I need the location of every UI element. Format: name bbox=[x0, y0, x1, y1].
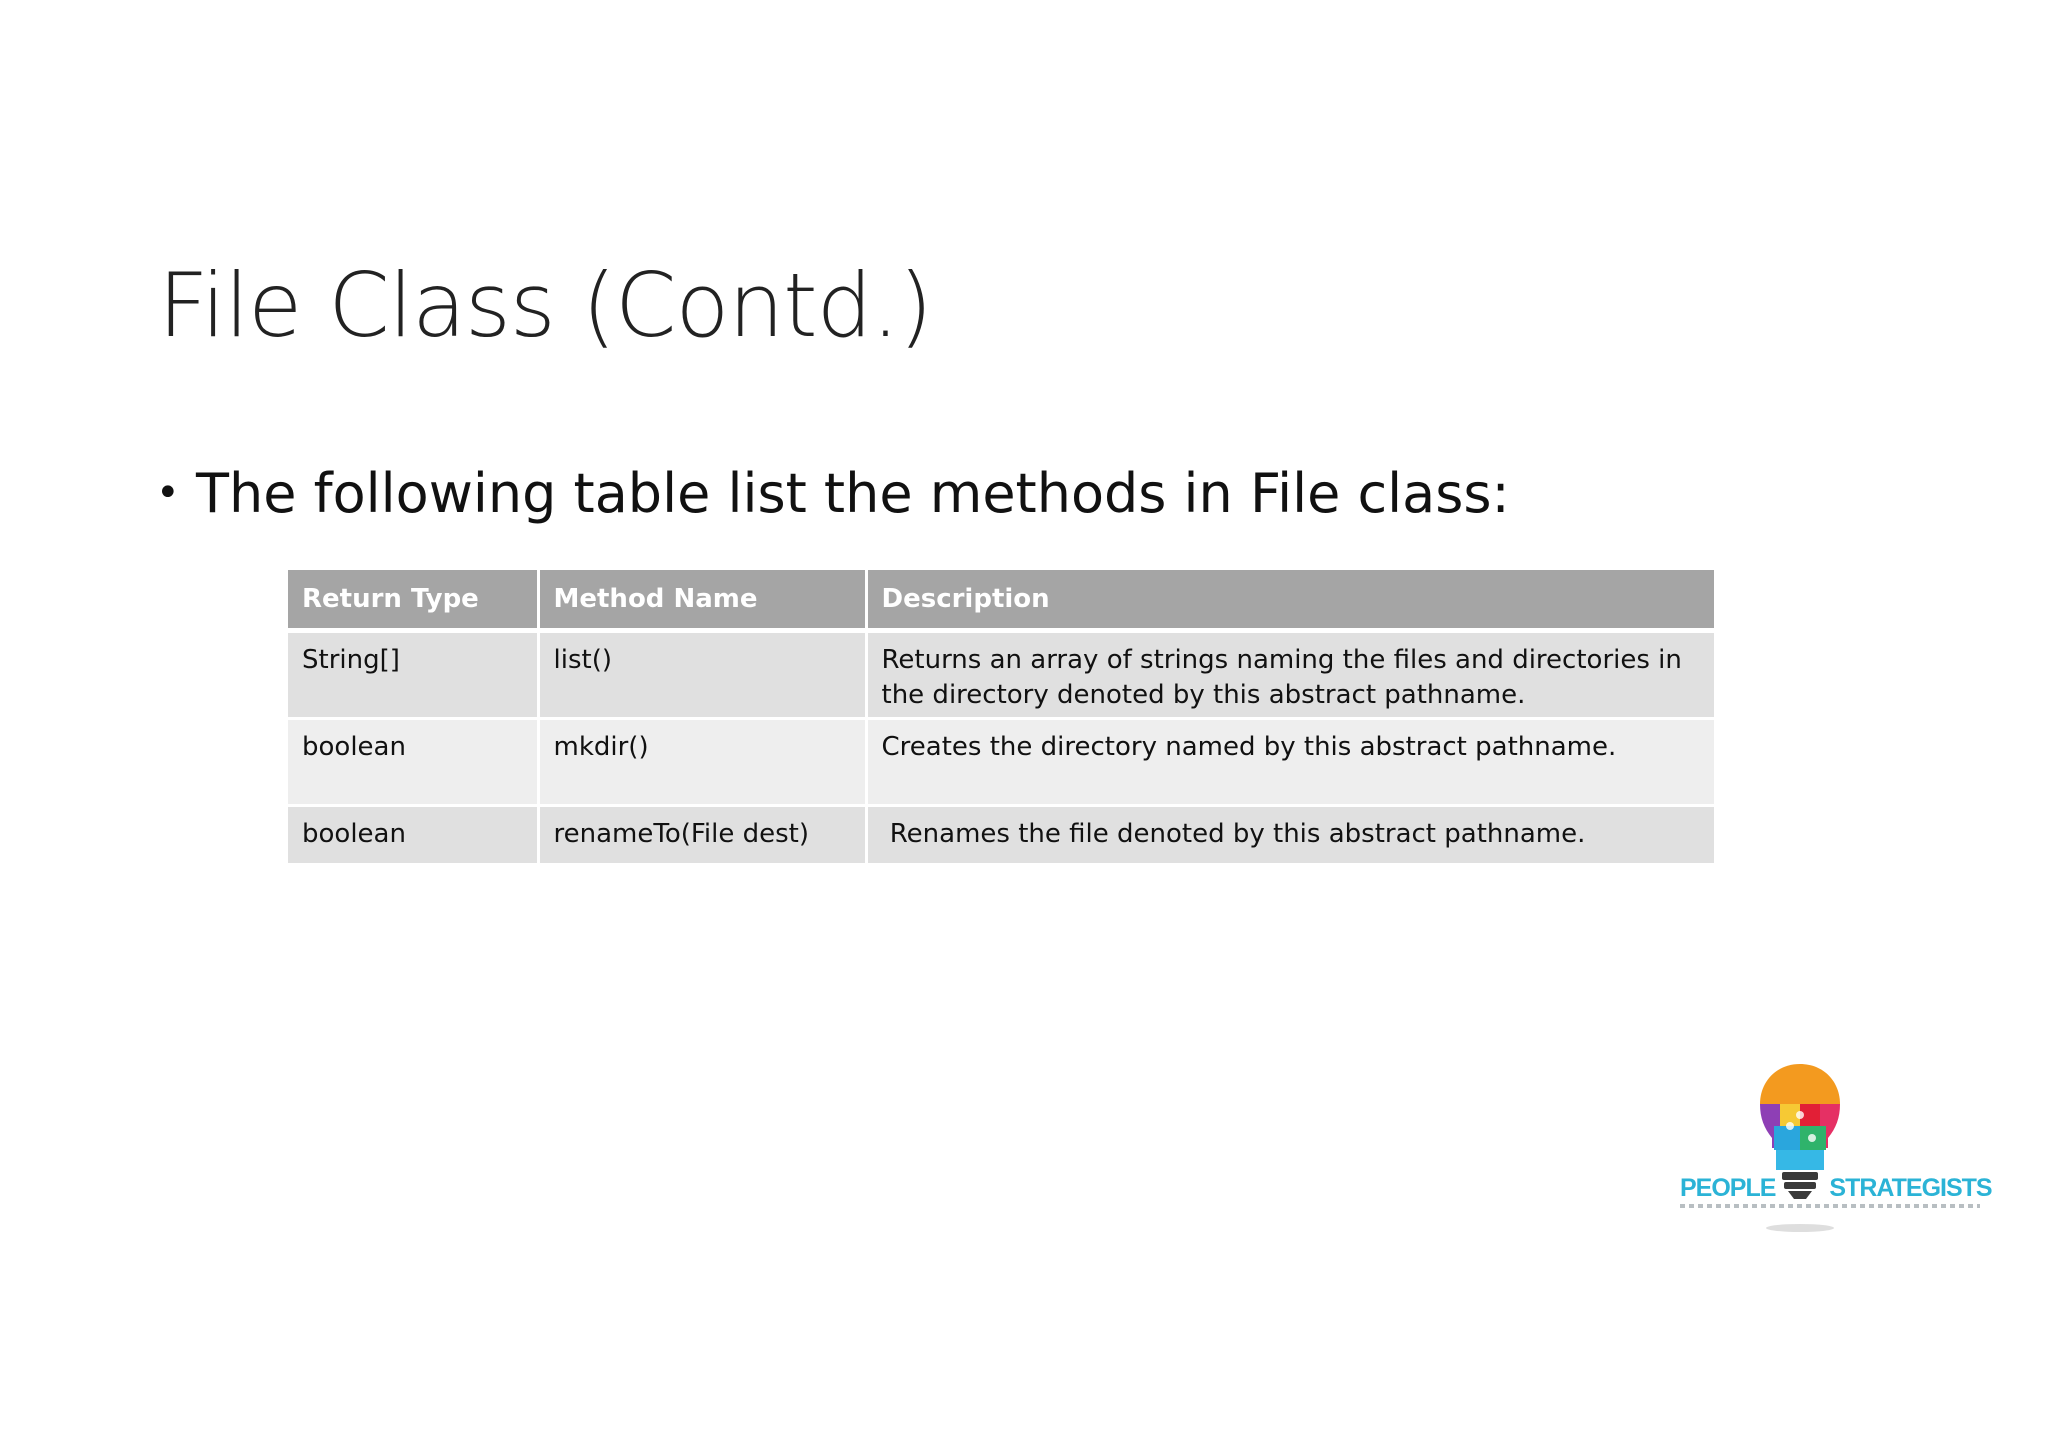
logo-word-people: PEOPLE bbox=[1680, 1174, 1776, 1202]
header-description: Description bbox=[866, 570, 1714, 631]
cell-method-name: renameTo(File dest) bbox=[538, 806, 866, 865]
table-row bbox=[288, 806, 1714, 865]
bullet-marker: • bbox=[156, 470, 180, 516]
company-logo bbox=[1672, 1056, 1992, 1236]
cell-description: Returns an array of strings naming the files and directories in the directory denoted by this abstract pathname. bbox=[866, 631, 1714, 719]
cell-description: Creates the directory named by this abstract pathname. bbox=[866, 719, 1714, 806]
cell-return-type: boolean bbox=[288, 719, 538, 806]
bullet-text: The following table list the methods in File class: bbox=[196, 462, 1510, 525]
header-method-name: Method Name bbox=[538, 570, 866, 631]
header-return-type: Return Type bbox=[288, 570, 538, 631]
lightbulb-puzzle-icon bbox=[1672, 1056, 1992, 1236]
logo-tagline bbox=[1680, 1204, 1980, 1208]
cell-return-type: boolean bbox=[288, 806, 538, 865]
logo-text bbox=[1680, 1174, 1992, 1203]
cell-return-type: String[] bbox=[288, 631, 538, 719]
logo-word-strategists: STRATEGISTS bbox=[1829, 1174, 1992, 1202]
table-header-row bbox=[288, 570, 1714, 631]
cell-method-name: list() bbox=[538, 631, 866, 719]
bullet-item bbox=[156, 462, 1510, 525]
cell-method-name: mkdir() bbox=[538, 719, 866, 806]
methods-table bbox=[288, 570, 1714, 866]
cell-description: Renames the file denoted by this abstract pathname. bbox=[866, 806, 1714, 865]
table-row bbox=[288, 719, 1714, 806]
table-row bbox=[288, 631, 1714, 719]
slide-title: File Class (Contd.) bbox=[158, 254, 932, 357]
